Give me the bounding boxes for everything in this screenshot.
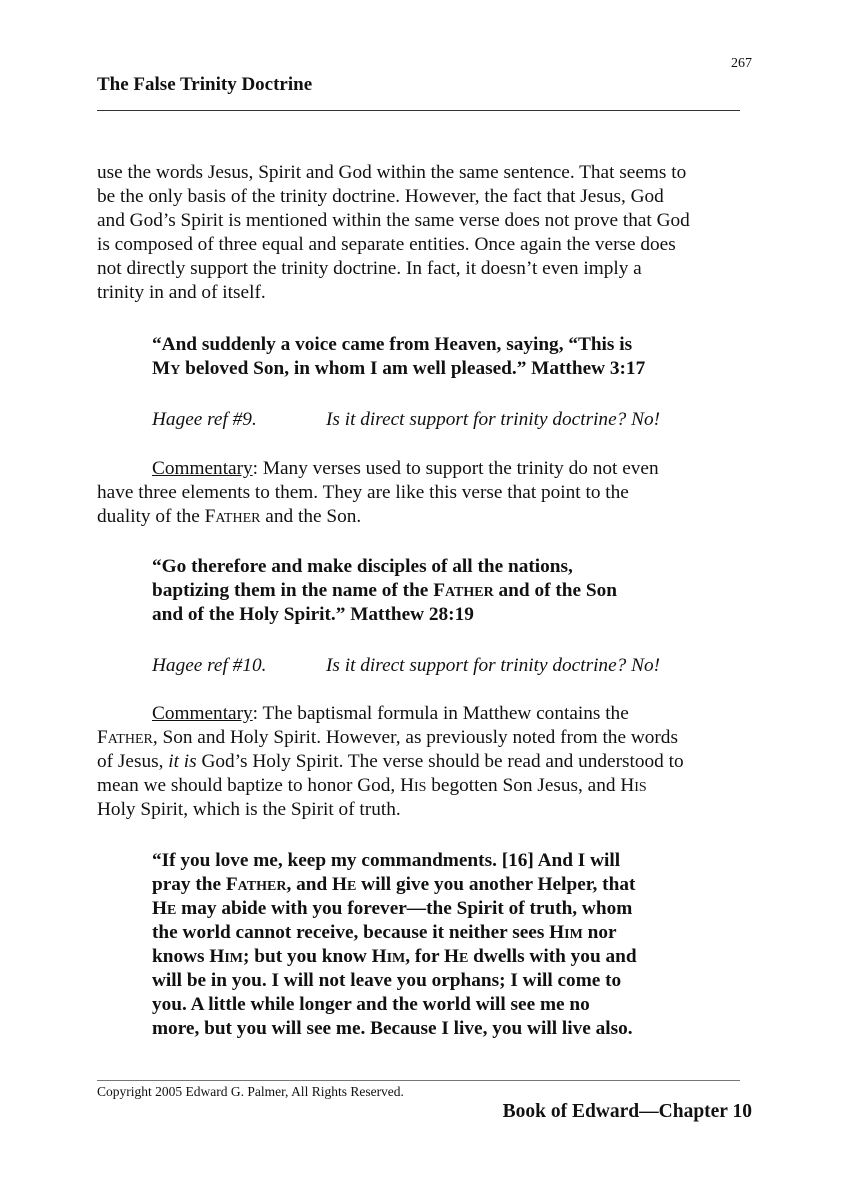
verse-line bbox=[152, 897, 632, 921]
text-run: knows bbox=[152, 946, 210, 967]
verse-line: more, but you will see me. Because I live, you will live also. bbox=[152, 1018, 633, 1039]
small-caps-word: He bbox=[152, 898, 177, 919]
commentary-heading: Commentary bbox=[152, 703, 253, 724]
reference-label: Hagee ref #9. bbox=[152, 409, 257, 430]
small-caps-word: Father bbox=[204, 506, 261, 527]
verse-line bbox=[152, 921, 617, 945]
small-caps-word: My bbox=[152, 358, 181, 379]
text-run: baptizing them in the name of the bbox=[152, 580, 434, 601]
text-line: not directly support the trinity doctrine. In fact, it doesn’t even imply a bbox=[97, 258, 642, 279]
verse-line bbox=[152, 579, 617, 603]
verse-line: you. A little while longer and the world will see me no bbox=[152, 994, 590, 1015]
text-run: God’s Holy Spirit. The verse should be read and understood to bbox=[196, 751, 684, 772]
hagee-reference-10 bbox=[152, 654, 660, 678]
text-line: trinity in and of itself. bbox=[97, 282, 266, 303]
text-run: and the Son. bbox=[260, 506, 362, 527]
commentary-text: : Many verses used to support the trinity do not even bbox=[252, 458, 659, 479]
reference-question: Is it direct support for trinity doctrine? No! bbox=[326, 655, 661, 676]
text-line: have three elements to them. They are like this verse that point to the bbox=[97, 482, 629, 503]
text-run: of Jesus, bbox=[97, 751, 169, 772]
italic-phrase: it is bbox=[168, 751, 197, 772]
verse-line: will be in you. I will not leave you orphans; I will come to bbox=[152, 970, 622, 991]
small-caps-word: He bbox=[332, 874, 357, 895]
verse-line bbox=[152, 945, 637, 969]
text-line bbox=[97, 750, 684, 774]
page-number: 267 bbox=[731, 56, 752, 71]
footer-rule bbox=[97, 1080, 740, 1081]
reference-question: Is it direct support for trinity doctrine? No! bbox=[326, 409, 661, 430]
commentary-heading: Commentary bbox=[152, 458, 253, 479]
reference-label: Hagee ref #10. bbox=[152, 655, 267, 676]
small-caps-word: Father bbox=[225, 874, 287, 895]
verse-line bbox=[152, 873, 635, 897]
text-line: is composed of three equal and separate entities. Once again the verse does bbox=[97, 234, 676, 255]
small-caps-word: Him bbox=[209, 946, 244, 967]
small-caps-word: Father bbox=[433, 580, 494, 601]
text-run: mean we should baptize to honor God, bbox=[97, 775, 401, 796]
small-caps-word: His bbox=[620, 775, 647, 796]
commentary-text: : The baptismal formula in Matthew contains the bbox=[252, 703, 629, 724]
text-line bbox=[97, 726, 678, 750]
verse-line: “And suddenly a voice came from Heaven, saying, “This is bbox=[152, 334, 633, 355]
text-line bbox=[97, 774, 647, 798]
text-run: begotten Son Jesus, and bbox=[426, 775, 621, 796]
verse-line: “Go therefore and make disciples of all the nations, bbox=[152, 556, 573, 577]
text-run: ; but you know bbox=[243, 946, 372, 967]
header-rule bbox=[97, 110, 740, 111]
text-run: may abide with you forever—the Spirit of truth, whom bbox=[176, 898, 633, 919]
verse-line: “If you love me, keep my commandments. [16] And I will bbox=[152, 850, 621, 871]
text-line: and God’s Spirit is mentioned within the same verse does not prove that God bbox=[97, 210, 690, 231]
small-caps-word: Him bbox=[549, 922, 583, 943]
text-line bbox=[152, 702, 629, 726]
text-run: and of the Son bbox=[493, 580, 617, 601]
small-caps-word: He bbox=[444, 946, 469, 967]
text-line: be the only basis of the trinity doctrine. However, the fact that Jesus, God bbox=[97, 186, 664, 207]
running-header-title: The False Trinity Doctrine bbox=[97, 74, 313, 95]
text-run: , Son and Holy Spirit. However, as previously noted from the words bbox=[152, 727, 678, 748]
verse-line bbox=[152, 357, 645, 381]
text-run: will give you another Helper, that bbox=[356, 874, 636, 895]
small-caps-word: Father bbox=[97, 727, 153, 748]
text-line: Holy Spirit, which is the Spirit of truth. bbox=[97, 799, 401, 820]
small-caps-word: His bbox=[400, 775, 427, 796]
small-caps-word: Him bbox=[371, 946, 406, 967]
verse-line: and of the Holy Spirit.” Matthew 28:19 bbox=[152, 604, 474, 625]
running-footer-chapter: Book of Edward—Chapter 10 bbox=[502, 1101, 752, 1122]
hagee-reference-9 bbox=[152, 408, 660, 432]
text-line bbox=[152, 457, 659, 481]
text-line: use the words Jesus, Spirit and God within the same sentence. That seems to bbox=[97, 162, 687, 183]
text-run: duality of the bbox=[97, 506, 205, 527]
text-run: , and bbox=[286, 874, 332, 895]
text-line bbox=[97, 505, 361, 529]
copyright-notice: Copyright 2005 Edward G. Palmer, All Rights Reserved. bbox=[97, 1084, 404, 1099]
verse-text: beloved Son, in whom I am well pleased.” Matthew 3:17 bbox=[180, 358, 646, 379]
text-run: , for bbox=[405, 946, 445, 967]
text-run: pray the bbox=[152, 874, 226, 895]
text-run: dwells with you and bbox=[468, 946, 637, 967]
text-run: nor bbox=[582, 922, 617, 943]
text-run: the world cannot receive, because it neither sees bbox=[152, 922, 550, 943]
